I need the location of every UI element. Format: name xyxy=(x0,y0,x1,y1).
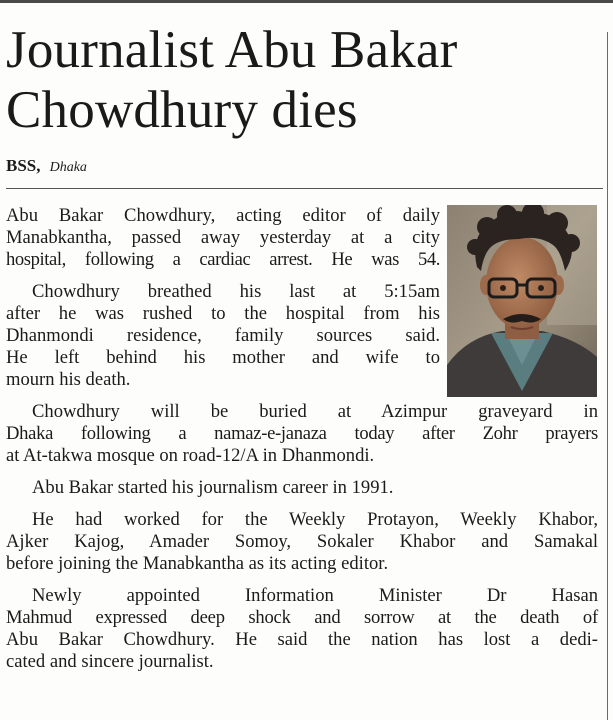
body-line: cated and sincere journalist. xyxy=(6,651,214,672)
body-line: after he was rushed to the hospital from his xyxy=(6,303,440,324)
body-line: hospital, following a cardiac arrest. He was 54. xyxy=(6,249,440,270)
body-line: Ajker Kajog, Amader Somoy, Sokaler Khabor and Samakal xyxy=(6,531,598,552)
body-line: Mahmud expressed deep shock and sorrow at the death of xyxy=(6,607,598,628)
column-rule xyxy=(607,32,608,720)
body-line: He had worked for the Weekly Protayon, Weekly Khabor, xyxy=(32,509,598,530)
byline xyxy=(6,156,87,176)
body-line: Abu Bakar started his journalism career in 1991. xyxy=(32,477,394,498)
body-line: Abu Bakar Chowdhury, acting editor of daily xyxy=(6,205,440,226)
body-line: at At-takwa mosque on road-12/A in Dhanmondi. xyxy=(6,445,375,466)
body-line: before joining the Manabkantha as its acting editor. xyxy=(6,553,389,574)
body-line: Chowdhury breathed his last at 5:15am xyxy=(32,281,440,302)
body-line: Manabkantha, passed away yesterday at a city xyxy=(6,227,440,248)
headline-line-1: Journalist Abu Bakar xyxy=(6,21,458,79)
body-line: Dhanmondi residence, family sources said. xyxy=(6,325,440,346)
top-rule xyxy=(0,0,613,3)
byline-agency: BSS, xyxy=(6,156,41,175)
body-line: Dhaka following a namaz-e-janaza today after Zohr prayers xyxy=(6,423,598,444)
headline xyxy=(6,20,601,140)
body-line: He left behind his mother and wife to xyxy=(6,347,440,368)
portrait-photo xyxy=(447,205,597,397)
byline-rule xyxy=(6,188,603,189)
body-line: mourn his death. xyxy=(6,369,131,390)
body-line: Chowdhury will be buried at Azimpur graveyard in xyxy=(32,401,598,422)
byline-city: Dhaka xyxy=(49,160,87,175)
body-line: Newly appointed Information Minister Dr Hasan xyxy=(32,585,598,606)
body-line: Abu Bakar Chowdhury. He said the nation has lost a dedi- xyxy=(6,629,598,650)
headline-line-2: Chowdhury dies xyxy=(6,81,358,139)
